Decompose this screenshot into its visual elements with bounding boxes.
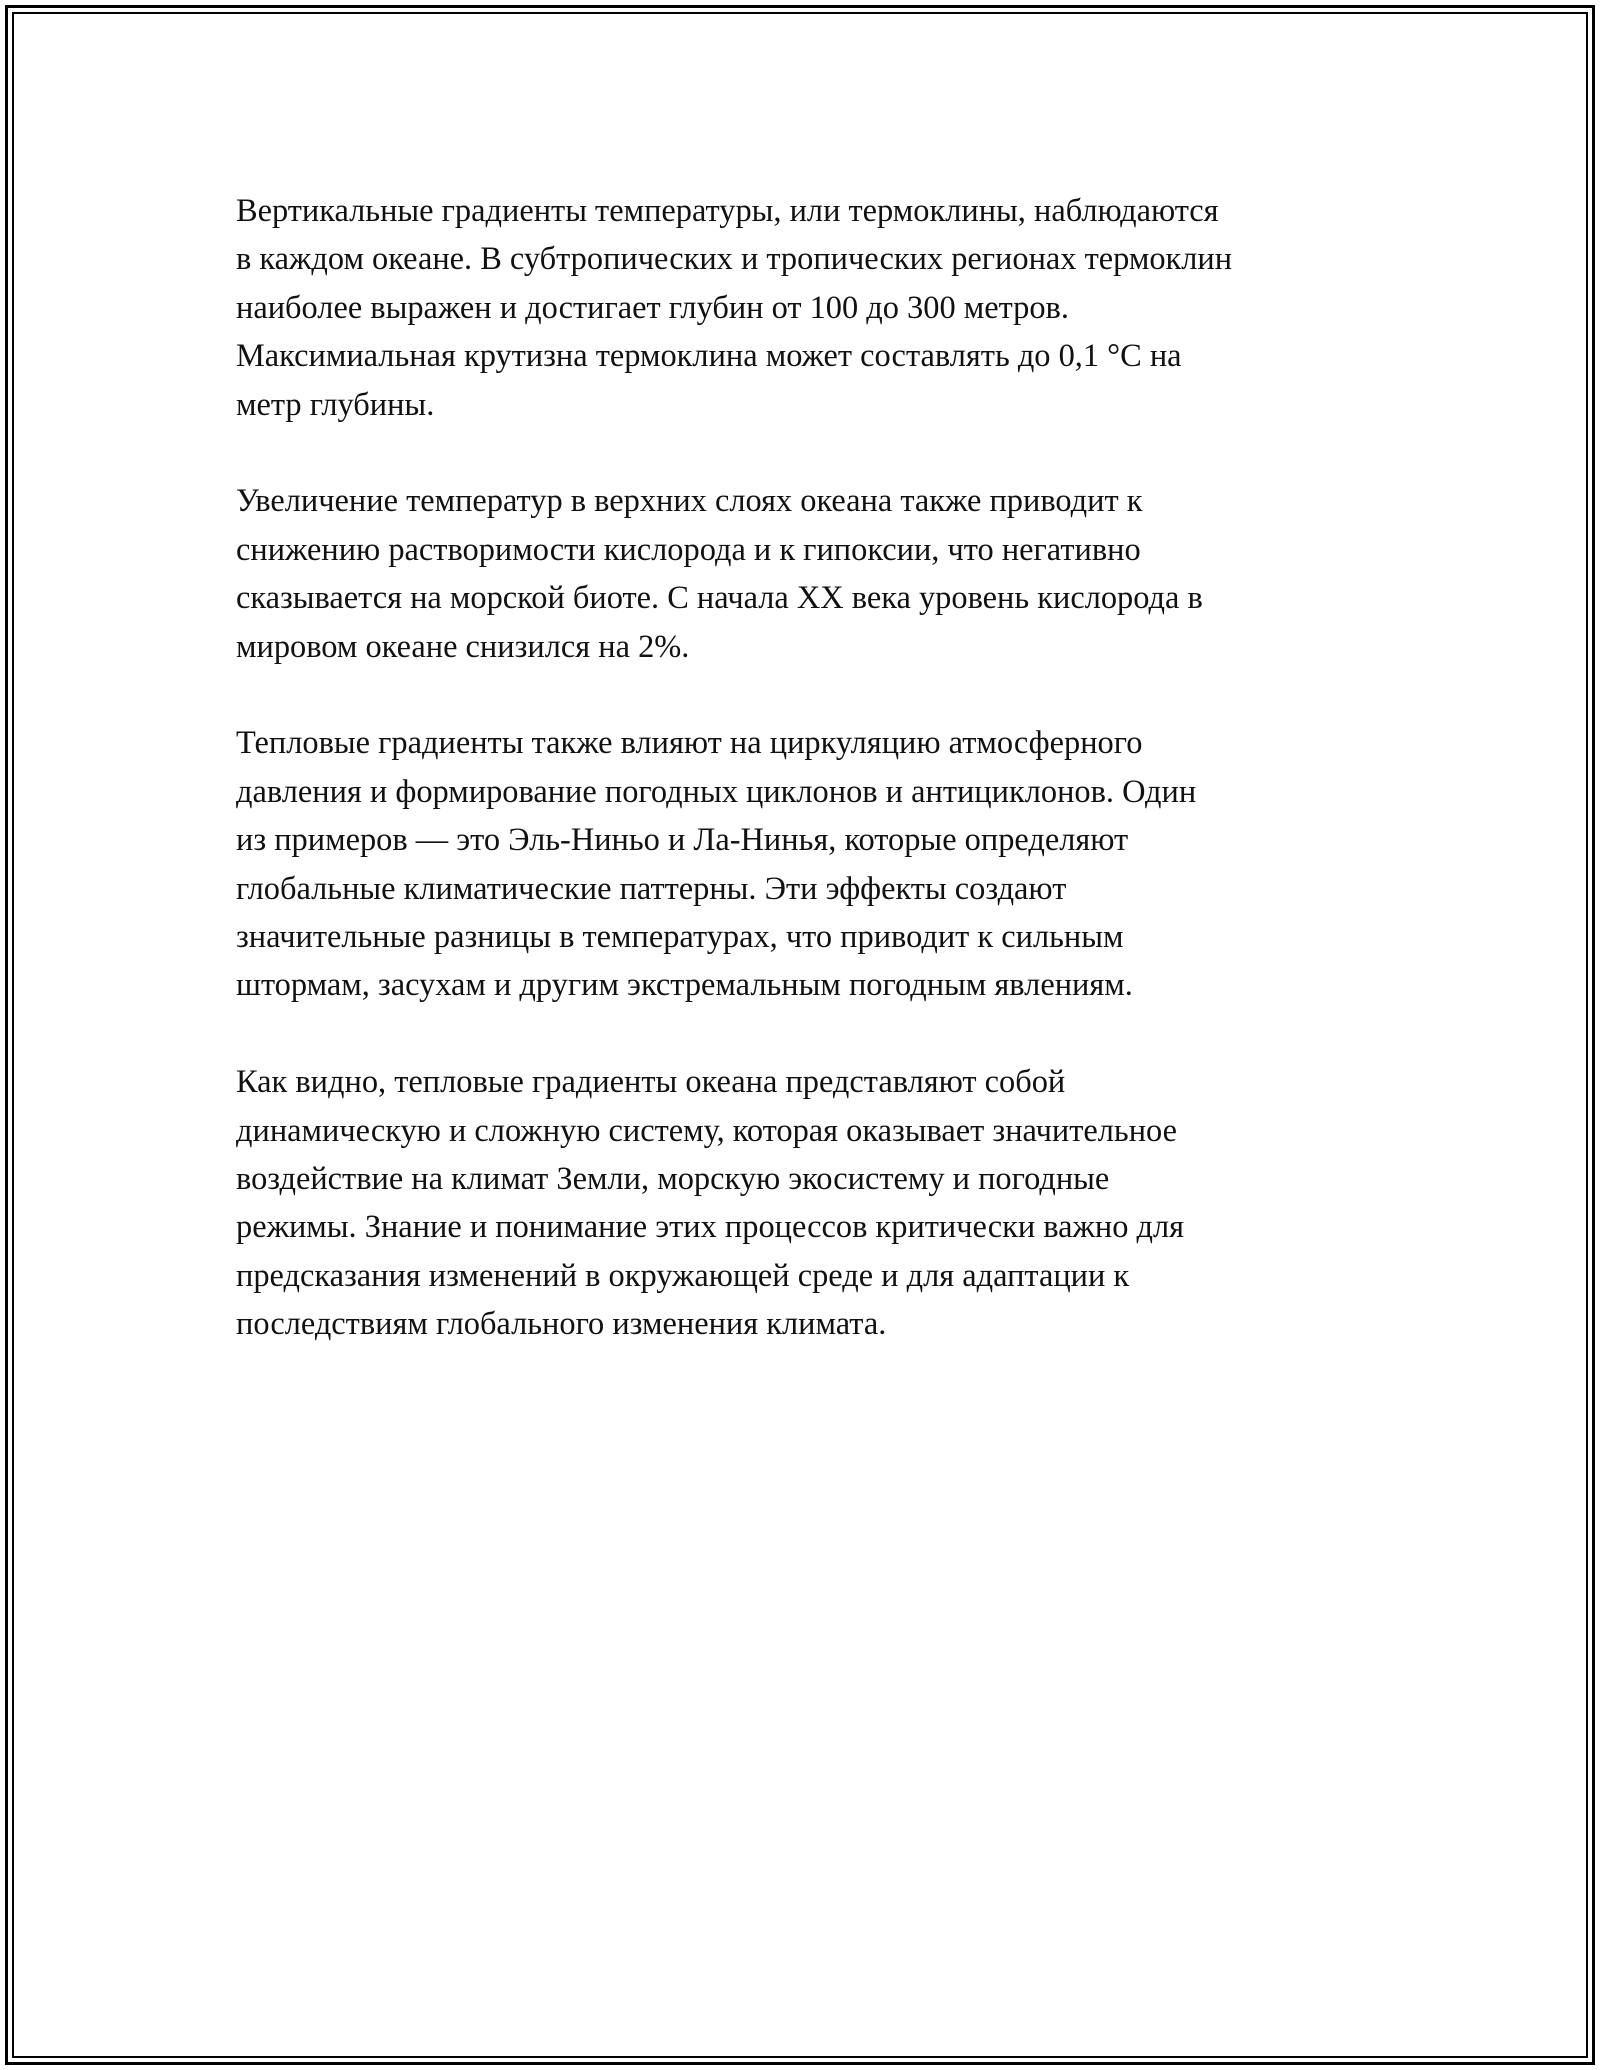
text-line: Увеличение температур в верхних слоях океана также приводит к xyxy=(236,483,1143,520)
paragraph-oxygen xyxy=(236,477,1386,671)
text-line: динамическую и сложную систему, которая оказывает значительное xyxy=(236,1112,1178,1149)
text-line: штормам, засухам и другим экстремальным погодным явлениям. xyxy=(236,967,1133,1004)
text-line: Как видно, тепловые градиенты океана представляют собой xyxy=(236,1064,1066,1101)
text-line: последствиям глобального изменения климата. xyxy=(236,1306,887,1343)
text-line: сказывается на морской биоте. С начала XX века уровень кислорода в xyxy=(236,580,1203,617)
text-line: из примеров — это Эль-Ниньо и Ла-Нинья, которые определяют xyxy=(236,822,1129,859)
text-line: воздействие на климат Земли, морскую экосистему и погодные xyxy=(236,1161,1110,1198)
text-line: предсказания изменений в окружающей среде и для адаптации к xyxy=(236,1257,1130,1294)
text-line: наиболее выражен и достигает глубин от 100 до 300 метров. xyxy=(236,289,1069,326)
paragraph-circulation xyxy=(236,719,1386,1009)
text-line: в каждом океане. В субтропических и тропических регионах термоклин xyxy=(236,241,1233,278)
text-line: давления и формирование погодных циклонов и антициклонов. Один xyxy=(236,773,1197,810)
text-line: снижению растворимости кислорода и к гипоксии, что негативно xyxy=(236,531,1141,568)
document-body xyxy=(236,187,1386,1397)
text-line: значительные разницы в температурах, что приводит к сильным xyxy=(236,919,1124,956)
text-line: мировом океане снизился на 2%. xyxy=(236,628,690,665)
paragraph-conclusion xyxy=(236,1058,1386,1348)
text-line: метр глубины. xyxy=(236,386,435,423)
text-line: глобальные климатические паттерны. Эти эффекты создают xyxy=(236,870,1067,907)
text-line: Максимиальная крутизна термоклина может составлять до 0,1 °C на xyxy=(236,338,1182,375)
paragraph-thermoclines xyxy=(236,187,1386,429)
text-line: Вертикальные градиенты температуры, или термоклины, наблюдаются xyxy=(236,193,1219,229)
text-line: Тепловые градиенты также влияют на циркуляцию атмосферного xyxy=(236,725,1143,762)
text-line: режимы. Знание и понимание этих процессов критически важно для xyxy=(236,1209,1185,1246)
